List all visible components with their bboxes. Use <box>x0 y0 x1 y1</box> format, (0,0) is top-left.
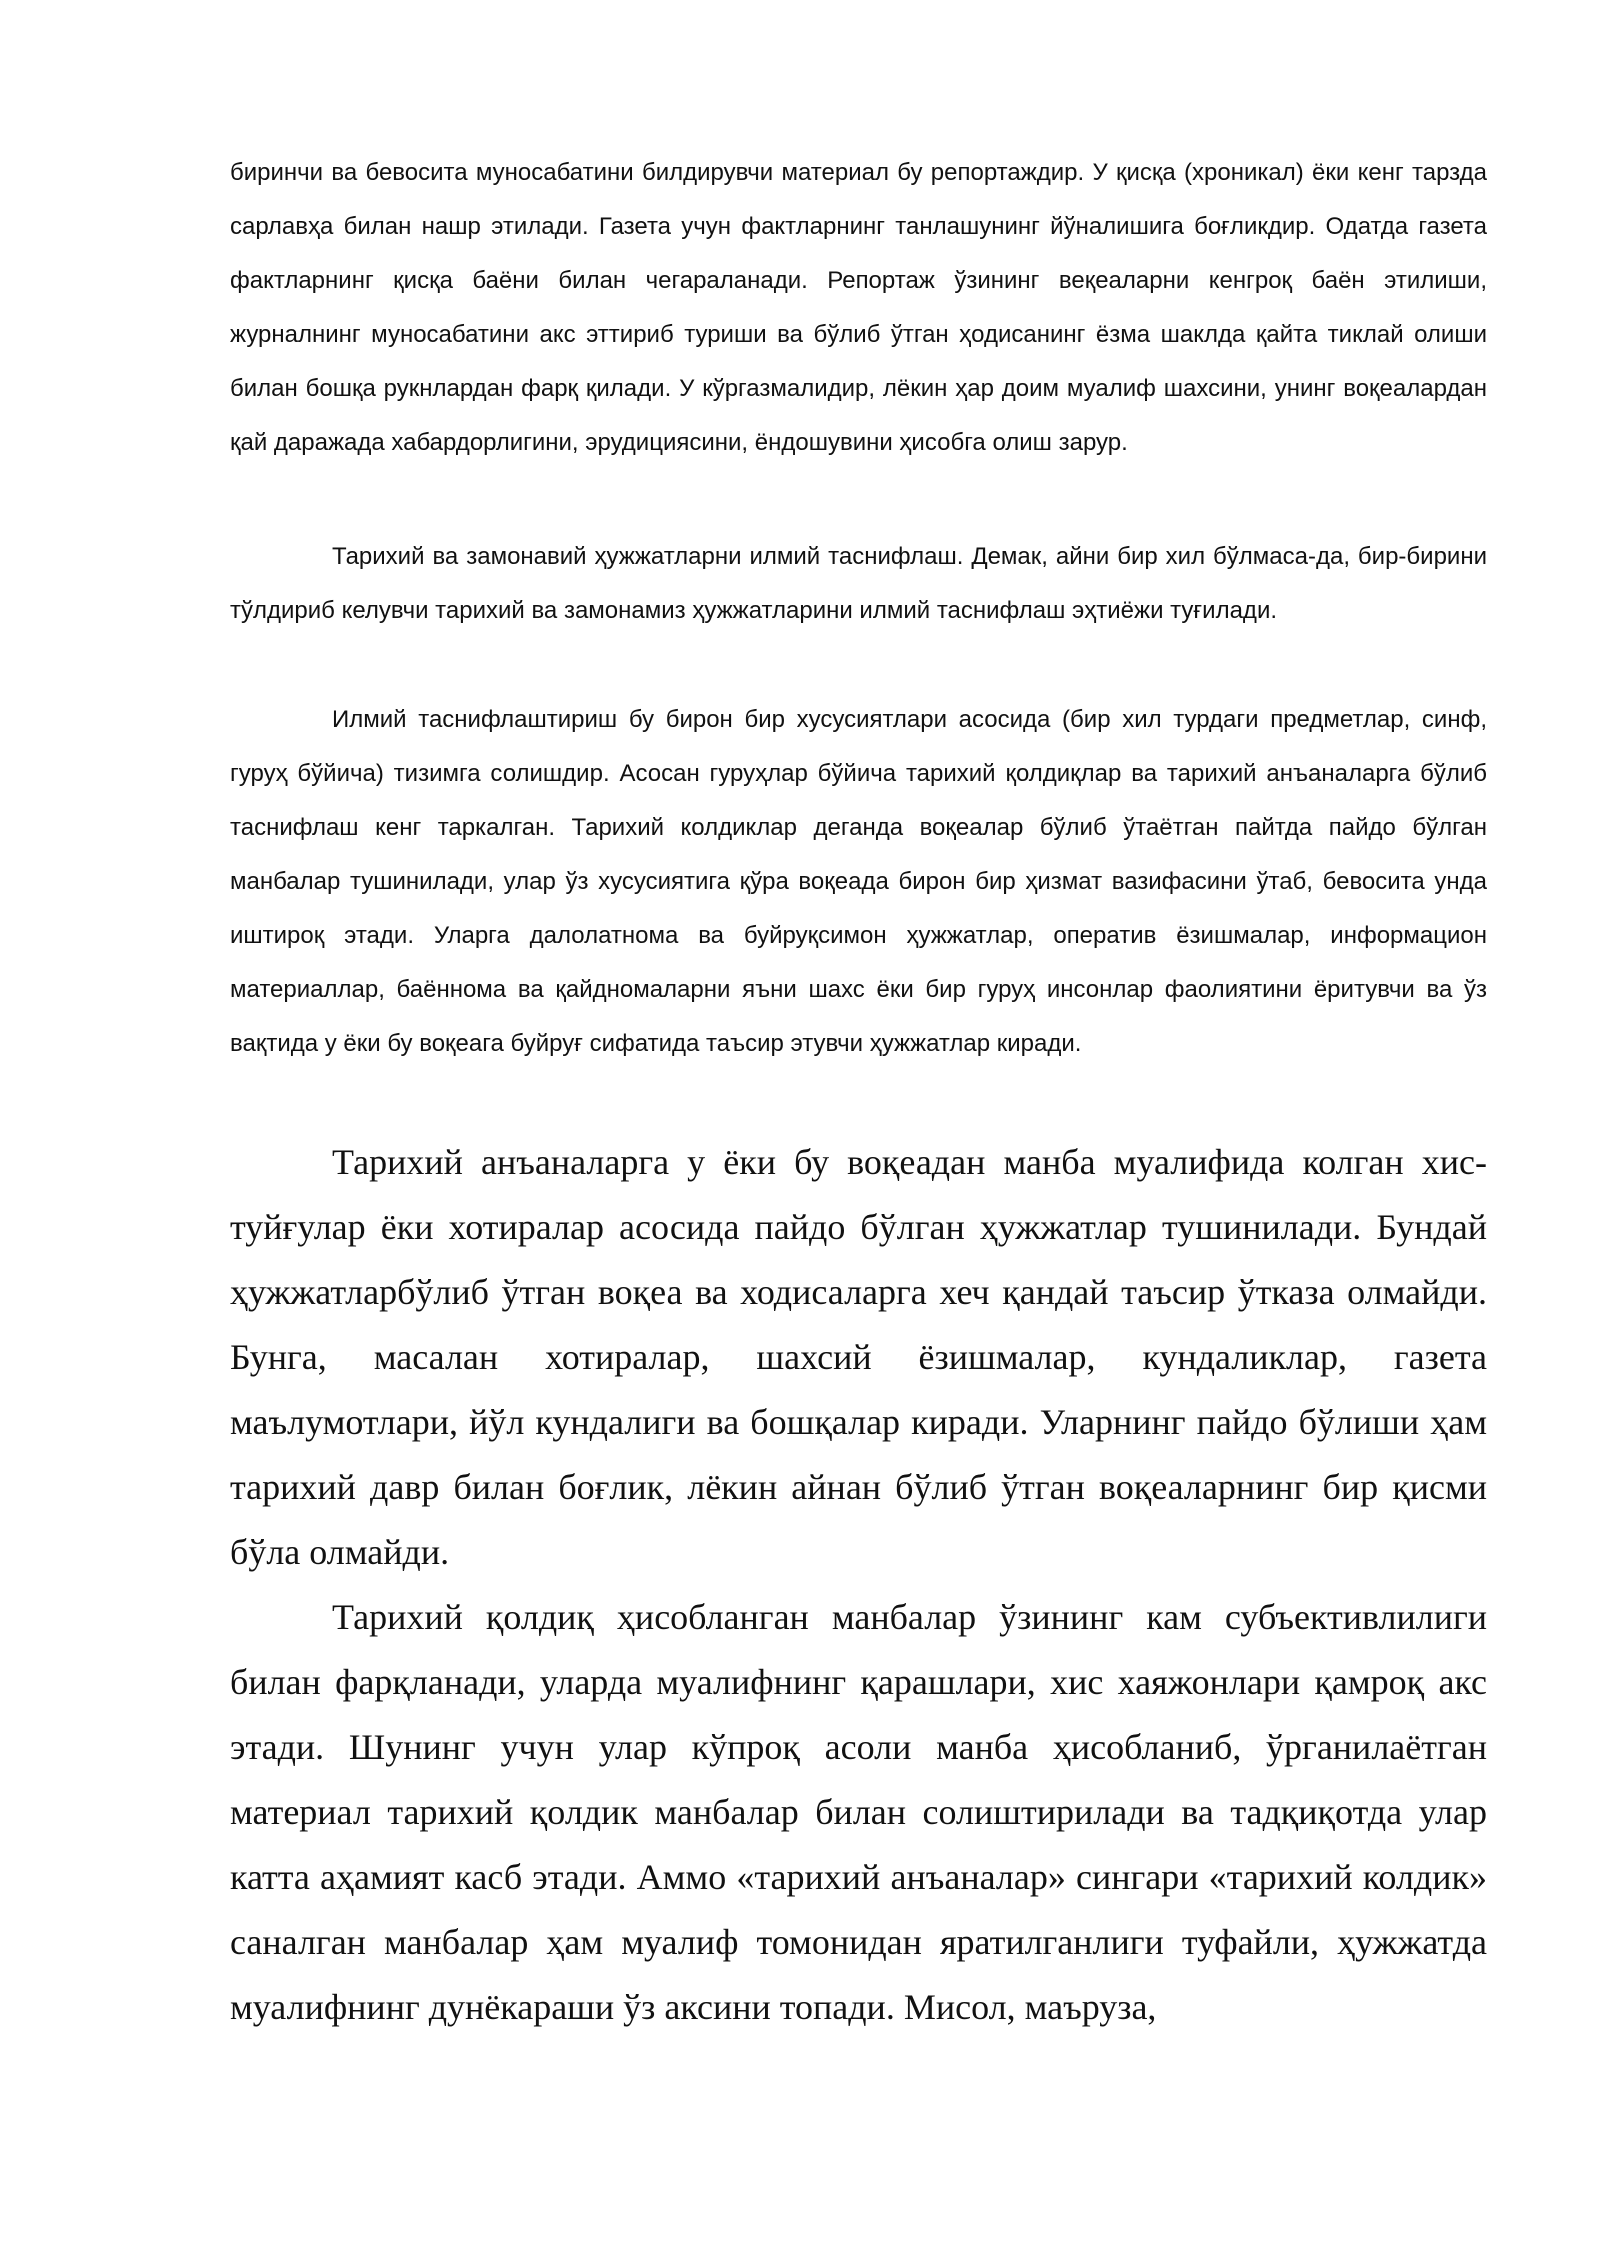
paragraph-scientific-classification: Илмий таснифлаштириш бу бирон бир хусусиятлари асосида (бир хил турдаги предметлар, синф, гуруҳ бўйича) тизимга солишдир. Асосан гуруҳлар бўйича тарихий қолдиқлар ва тарихий анъаналарга бўлиб таснифлаш кенг таркалган. Тарихий колдиклар деганда воқеалар бўлиб ўтаётган пайтда пайдо бўлган манбалар тушинилади, улар ўз хусусиятига қўра воқеада бирон бир ҳизмат вазифасини ўтаб, бевосита унда иштироқ этади. Уларга далолатнома ва буйруқсимон ҳужжатлар, оператив ёзишмалар, информацион материаллар, баённома ва қайдномаларни яъни шахс ёки бир гуруҳ инсонлар фаолиятини ёритувчи ва ўз вақтида у ёки бу воқеага буйруғ сифатида таъсир этувчи ҳужжатлар киради. <box>230 706 1487 1057</box>
paragraph-historical-remnants: Тарихий қолдиқ ҳисобланган манбалар ўзининг кам субъективлилиги билан фарқланади, уларда муалифнинг қарашлари, хис хаяжонлари қамроқ акс этади. Шунинг учун улар кўпроқ асоли манба ҳисобланиб, ўрганилаётган материал тарихий қолдик манбалар билан солиштирилади ва тадқиқотда улар катта аҳамият касб этади. Аммо «тарихий анъаналар» сингари «тарихий колдик» саналган манбалар ҳам муалиф томонидан яратилганлиги туфайли, ҳужжатда муалифнинг дунёкараши ўз аксини топади. Мисол, маъруза, <box>230 1597 1487 2027</box>
paragraph-classification-intro: Тарихий ва замонавий ҳужжатларни илмий таснифлаш. Демак, айни бир хил бўлмаса-да, бир-бирини тўлдириб келувчи тарихий ва замонамиз ҳужжатларини илмий таснифлаш эҳтиёжи туғилади. <box>230 543 1487 624</box>
paragraph-reportage: биринчи ва бевосита муносабатини билдирувчи материал бу репортаждир. У қисқа (хроникал) ёки кенг тарзда сарлавҳа билан нашр этилади. Газета учун фактларнинг танлашунинг йўналишига боғликдир. Одатда газета фактларнинг қисқа баёни билан чегараланади. Репортаж ўзининг веқеаларни кенгроқ баён этилиши, журналнинг муносабатини акс эттириб туриши ва бўлиб ўтган ҳодисанинг ёзма шаклда қайта тиклай олиши билан бошқа рукнлардан фарқ қилади. У кўргазмалидир, лёкин ҳар доим муалиф шахсини, унинг воқеалардан қай даражада хабардорлигини, эрудициясини, ёндошувини ҳисобга олиш зарур. <box>230 159 1487 456</box>
paragraph-historical-traditions: Тарихий анъаналарга у ёки бу воқеадан манба муалифида колган хис-туйғулар ёки хотиралар асосида пайдо бўлган ҳужжатлар тушинилади. Бундай ҳужжатларбўлиб ўтган воқеа ва ходисаларга хеч қандай таъсир ўтказа олмайди. Бунга, масалан хотиралар, шахсий ёзишмалар, кундаликлар, газета маълумотлари, йўл кундалиги ва бошқалар киради. Уларнинг пайдо бўлиши ҳам тарихий давр билан боғлик, лёкин айнан бўлиб ўтган воқеаларнинг бир қисми бўла олмайди. <box>230 1142 1487 1572</box>
